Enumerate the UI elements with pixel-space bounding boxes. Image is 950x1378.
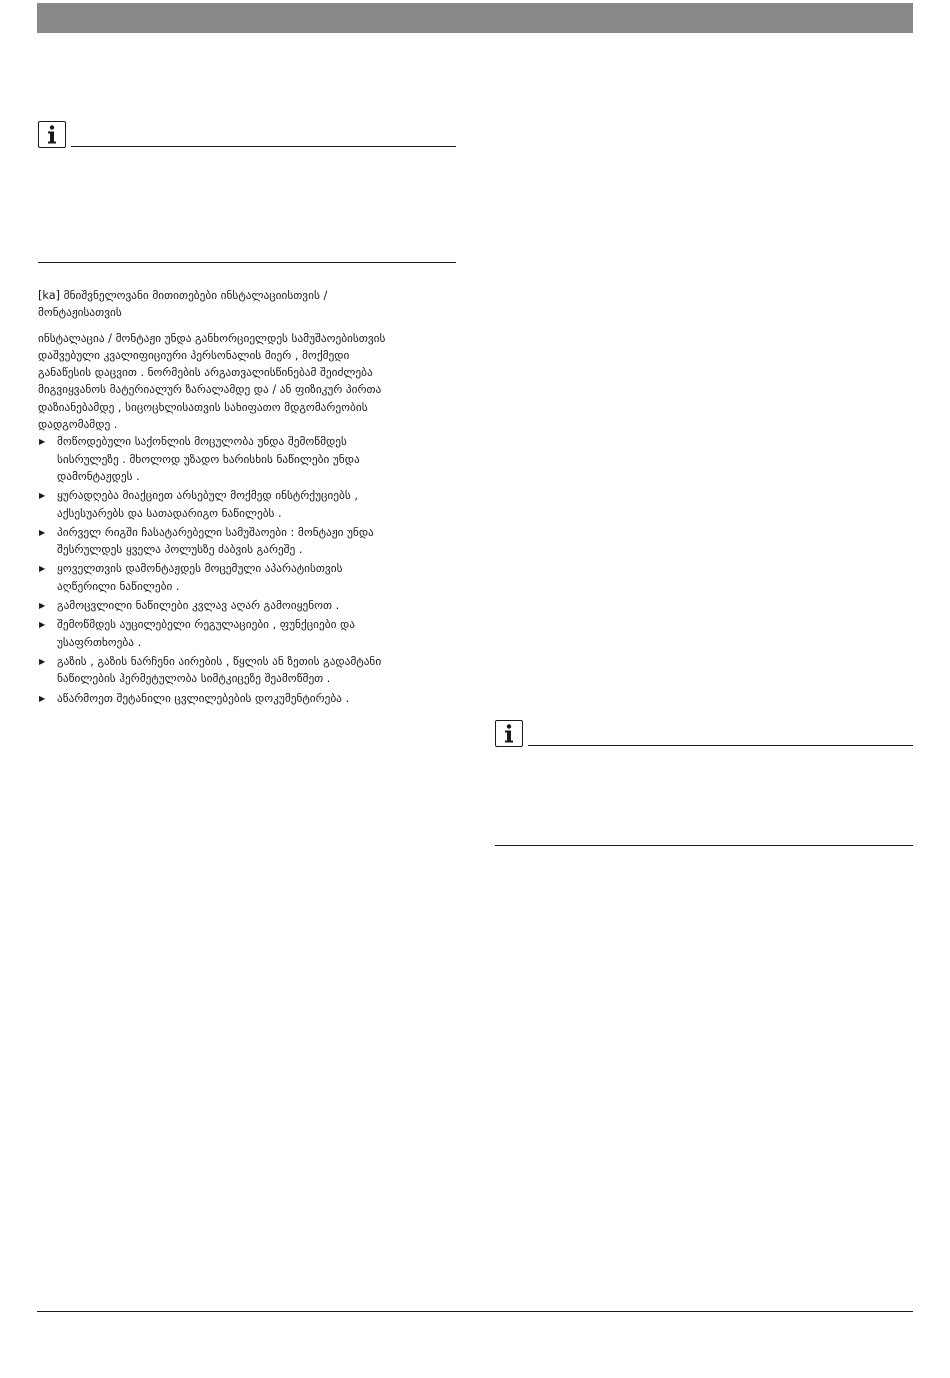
bullet-arrow-icon: ▶: [39, 656, 46, 666]
bullet-arrow-icon: ▶: [39, 620, 46, 630]
info-box-right: [495, 720, 913, 846]
list-item-line: გამოცვლილი ნაწილები კვლავ აღარ გამოიყენოთ .: [57, 599, 340, 613]
list-item: [38, 433, 458, 485]
info-top-rule: [71, 146, 456, 147]
list-item: [38, 653, 458, 688]
intro-line: ინსტალაცია / მონტაჟი უნდა განხორციელდეს სამუშაოებისთვის: [38, 331, 386, 345]
list-item: [38, 487, 458, 522]
bullet-arrow-icon: ▶: [39, 437, 46, 447]
step-list: [38, 433, 458, 706]
intro-line: განაწესის დაცვით . ნორმების არგათვალისწინებამ შეიძლება: [38, 366, 373, 380]
list-item-line: აქსესუარებს და სათადარიგო ნაწილებს .: [57, 506, 282, 520]
intro-line: დადგომამდე .: [38, 418, 118, 432]
list-item-line: შემოწმდეს აუცილებელი რეგულაციები , ფუნქციები და: [57, 618, 356, 632]
installation-notes-section: [38, 287, 458, 709]
section-title-line: მონტაჟისათვის: [38, 306, 122, 320]
list-item: [38, 690, 458, 707]
list-item-line: დამონტაჟდეს .: [57, 469, 140, 483]
bullet-arrow-icon: ▶: [39, 693, 46, 703]
list-item-line: პირველ რიგში ჩასატარებელი სამუშაოები : მონტაჟი უნდა: [57, 525, 374, 539]
list-item: [38, 560, 458, 595]
info-top-rule: [528, 745, 913, 746]
list-item: [38, 524, 458, 559]
list-item-line: ნაწილების ჰერმეტულობა სიმტკიცეზე შეამოწმეთ .: [57, 672, 331, 686]
bullet-arrow-icon: ▶: [39, 601, 46, 611]
list-item: [38, 616, 458, 651]
intro-line: მიგვიყვანოს მატერიალურ ზარალამდე და / ან ფიზიკურ პირთა: [38, 383, 382, 397]
info-icon: [38, 121, 66, 148]
info-icon: [495, 720, 523, 747]
info-bottom-rule: [38, 262, 456, 263]
list-item-line: მოწოდებული საქონლის მოცულობა უნდა შემოწმდეს: [57, 435, 347, 449]
bullet-arrow-icon: ▶: [39, 564, 46, 574]
list-item-line: გაზის , გაზის ნარჩენი აირების , წყლის ან ზეთის გადამტანი: [57, 654, 382, 668]
section-title: [38, 287, 458, 322]
list-item-line: ყოველთვის დამონტაჟდეს მოცემული აპარატისთვის: [57, 562, 343, 576]
footer-rule: [37, 1311, 913, 1312]
intro-paragraph: [38, 330, 458, 434]
info-box-left: [38, 121, 456, 263]
list-item-line: შესრულდეს ყველა პოლუსზე ძაბვის გარეშე .: [57, 543, 303, 557]
info-bottom-rule: [495, 845, 913, 846]
bullet-arrow-icon: ▶: [39, 491, 46, 501]
section-title-line: [ka] მნიშვნელოვანი მითითებები ინსტალაციისთვის /: [38, 289, 328, 302]
list-item-line: ყურადღება მიაქციეთ არსებულ მოქმედ ინსტრქუციებს ,: [57, 489, 358, 503]
list-item-line: სისრულეზე . მხოლოდ უზადო ხარისხის ნაწილები უნდა: [57, 452, 360, 466]
list-item-line: აღწერილი ნაწილები .: [57, 579, 180, 593]
header-bar: [37, 3, 913, 33]
list-item-line: უსაფრთხოება .: [57, 635, 142, 649]
intro-line: დაზიანებამდე , სიცოცხლისათვის სახიფათო მდგომარეობის: [38, 400, 368, 414]
list-item-line: აწარმოეთ შეტანილი ცვლილებების დოკუმენტირება .: [57, 691, 350, 705]
list-item: [38, 597, 458, 614]
bullet-arrow-icon: ▶: [39, 527, 46, 537]
intro-line: დაშვებული კვალიფიციური პერსონალის მიერ , მოქმედი: [38, 348, 350, 362]
